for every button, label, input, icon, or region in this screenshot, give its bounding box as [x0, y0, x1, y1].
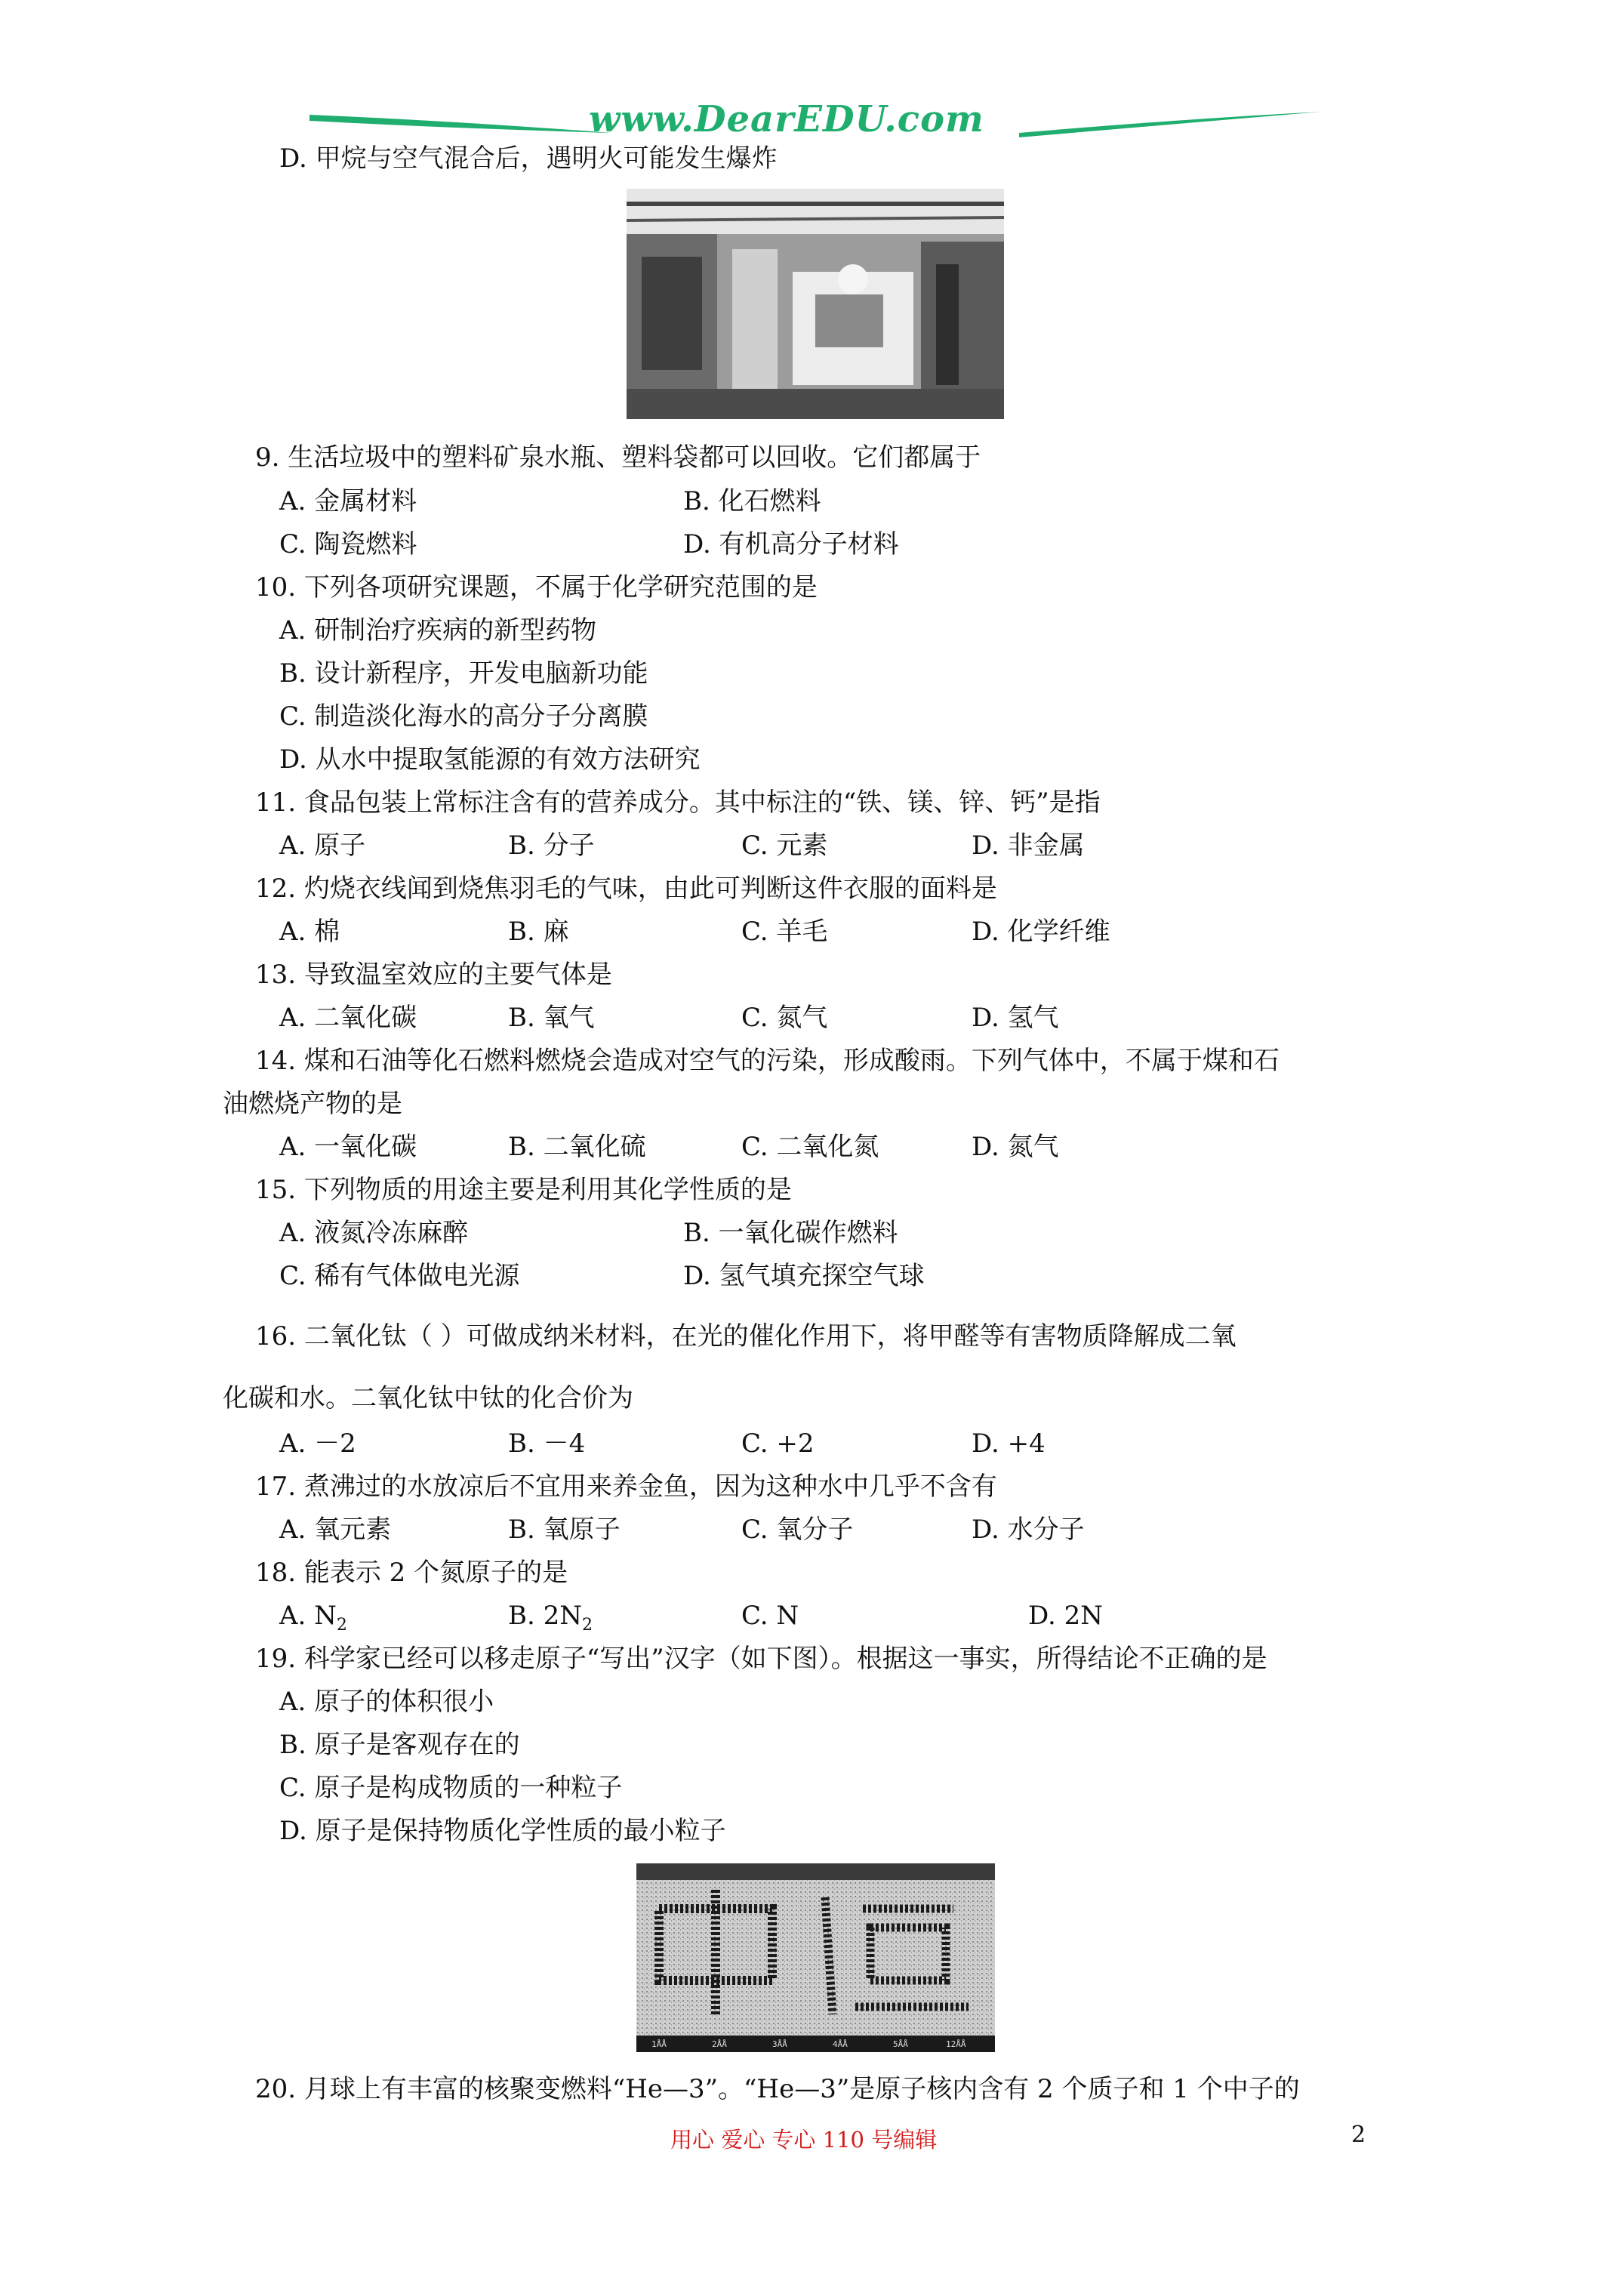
page-number: 2: [1351, 2122, 1366, 2148]
q12-option-d: D. 化学纤维: [972, 917, 1110, 947]
svg-text:3ÅÅ: 3ÅÅ: [772, 2039, 787, 2049]
svg-text:12ÅÅ: 12ÅÅ: [946, 2039, 966, 2049]
q11-option-a: A. 原子: [279, 831, 366, 861]
q17-option-b: B. 氧原子: [508, 1515, 621, 1545]
factory-photo: [627, 189, 1004, 419]
q13-option-a: A. 二氧化碳: [279, 1003, 417, 1033]
q18-option-c: C. N: [741, 1601, 799, 1631]
q15-option-d: D. 氢气填充探空气球: [683, 1261, 925, 1291]
q17-stem: 17. 煮沸过的水放凉后不宜用来养金鱼，因为这种水中几乎不含有: [255, 1472, 997, 1502]
q11-stem: 11. 食品包装上常标注含有的营养成分。其中标注的“铁、镁、锌、钙”是指: [255, 787, 1101, 818]
q19-option-a: A. 原子的体积很小: [279, 1687, 494, 1717]
q10-option-b: B. 设计新程序，开发电脑新功能: [279, 658, 648, 689]
q13-option-c: C. 氮气: [741, 1003, 828, 1033]
q15-option-b: B. 一氧化碳作燃料: [683, 1218, 898, 1248]
q12-option-c: C. 羊毛: [741, 917, 828, 947]
q17-option-d: D. 水分子: [972, 1515, 1085, 1545]
q16-option-b: B. －4: [508, 1428, 586, 1459]
q10-option-c: C. 制造淡化海水的高分子分离膜: [279, 701, 648, 732]
q18-stem: 18. 能表示 2 个氮原子的是: [255, 1558, 568, 1588]
q10-option-a: A. 研制治疗疾病的新型药物: [279, 615, 597, 646]
q18-option-a-subscript: 2: [336, 1614, 347, 1635]
q11-option-b: B. 分子: [508, 831, 595, 861]
q19-option-b: B. 原子是客观存在的: [279, 1730, 520, 1760]
atom-characters-drawing: [636, 1863, 995, 2052]
svg-text:2ÅÅ: 2ÅÅ: [712, 2039, 727, 2049]
header-banner: [302, 98, 1329, 143]
svg-text:1ÅÅ: 1ÅÅ: [651, 2039, 667, 2049]
q16-stem-line2: 化碳和水。二氧化钛中钛的化合价为: [223, 1383, 633, 1413]
q16-option-a: A. －2: [279, 1428, 356, 1459]
q13-option-b: B. 氧气: [508, 1003, 595, 1033]
footer-text: 用心 爱心 专心 110 号编辑: [670, 2127, 938, 2153]
q17-option-c: C. 氧分子: [741, 1515, 854, 1545]
q18-option-a-text: A. N: [279, 1601, 337, 1631]
svg-text:5ÅÅ: 5ÅÅ: [893, 2039, 908, 2049]
svg-text:4ÅÅ: 4ÅÅ: [833, 2039, 848, 2049]
q19-option-c: C. 原子是构成物质的一种粒子: [279, 1773, 623, 1803]
q12-option-a: A. 棉: [279, 917, 340, 947]
q13-stem: 13. 导致温室效应的主要气体是: [255, 960, 612, 990]
q9-option-d: D. 有机高分子材料: [683, 529, 899, 559]
q8-option-d: D. 甲烷与空气混合后，遇明火可能发生爆炸: [279, 143, 778, 174]
factory-photo-drawing: [627, 189, 1004, 419]
q15-stem: 15. 下列物质的用途主要是利用其化学性质的是: [255, 1175, 792, 1205]
q14-stem-line1: 14. 煤和石油等化石燃料燃烧会造成对空气的污染，形成酸雨。下列气体中，不属于煤和石: [255, 1046, 1280, 1076]
q15-option-a: A. 液氮冷冻麻醉: [279, 1218, 469, 1248]
q12-option-b: B. 麻: [508, 917, 569, 947]
q9-option-c: C. 陶瓷燃料: [279, 529, 417, 559]
atom-characters-photo: [636, 1863, 995, 2052]
q17-option-a: A. 氧元素: [279, 1515, 392, 1545]
q10-option-d: D. 从水中提取氢能源的有效方法研究: [279, 744, 701, 775]
q14-option-c: C. 二氧化氮: [741, 1132, 879, 1162]
header-site-logo[interactable]: www.DearEDU.com: [589, 98, 984, 140]
q12-stem: 12. 灼烧衣线闻到烧焦羽毛的气味，由此可判断这件衣服的面料是: [255, 874, 997, 904]
q18-option-a: [279, 1599, 347, 1641]
header-swoosh-left: [302, 98, 619, 143]
q9-option-a: A. 金属材料: [279, 486, 417, 516]
q9-stem: 9. 生活垃圾中的塑料矿泉水瓶、塑料袋都可以回收。它们都属于: [255, 442, 981, 473]
q16-option-c: C. +2: [741, 1428, 815, 1459]
q11-option-c: C. 元素: [741, 831, 828, 861]
q18-option-b-text: B. 2N: [508, 1601, 582, 1631]
q9-option-b: B. 化石燃料: [683, 486, 821, 516]
q18-option-b: [508, 1599, 593, 1641]
q19-stem: 19. 科学家已经可以移走原子“写出”汉字（如下图）。根据这一事实，所得结论不正确的是: [255, 1644, 1267, 1674]
q11-option-d: D. 非金属: [972, 831, 1085, 861]
q15-option-c: C. 稀有气体做电光源: [279, 1261, 520, 1291]
q13-option-d: D. 氢气: [972, 1003, 1059, 1033]
q19-option-d: D. 原子是保持物质化学性质的最小粒子: [279, 1816, 726, 1846]
q14-option-b: B. 二氧化硫: [508, 1132, 646, 1162]
q18-option-d: D. 2N: [1028, 1601, 1104, 1631]
q16-stem-line1: 16. 二氧化钛（ ）可做成纳米材料，在光的催化作用下，将甲醛等有害物质降解成二氧: [255, 1321, 1236, 1351]
q10-stem: 10. 下列各项研究课题，不属于化学研究范围的是: [255, 572, 818, 603]
q14-option-a: A. 一氧化碳: [279, 1132, 417, 1162]
q14-stem-line2: 油燃烧产物的是: [223, 1089, 402, 1119]
q14-option-d: D. 氮气: [972, 1132, 1059, 1162]
q18-option-b-subscript: 2: [581, 1614, 593, 1635]
q20-stem: 20. 月球上有丰富的核聚变燃料“He—3”。“He—3”是原子核内含有 2 个质子和 1 个中子的: [255, 2074, 1300, 2104]
header-swoosh-right: [1012, 98, 1329, 143]
q16-option-d: D. +4: [972, 1428, 1046, 1459]
